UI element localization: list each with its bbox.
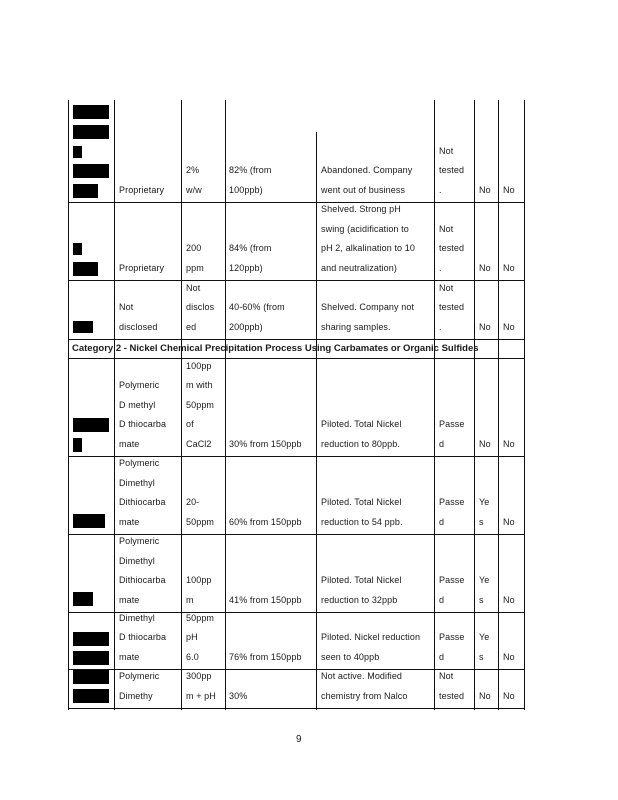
table-cell-text: Polymeric: [119, 380, 160, 391]
table-vertical-rule: [225, 100, 226, 710]
table-cell-text: s: [479, 594, 484, 605]
redaction-block: [73, 632, 109, 646]
table-cell-text: d: [439, 651, 445, 662]
table-cell-text: Piloted. Nickel reduction: [321, 632, 421, 643]
category-heading: Category 2 - Nickel Chemical Precipitation Process Using Carbamates or Organic Sulfides: [72, 343, 479, 354]
table-cell-text: pH: [186, 632, 198, 643]
redaction-block: [73, 689, 109, 703]
table-cell-text: Abandoned. Company: [321, 165, 413, 176]
table-cell-text: Not: [119, 302, 134, 313]
table-cell-text: 76% from 150ppb: [229, 651, 302, 662]
table-cell-text: of: [186, 419, 194, 430]
table-cell-text: .: [439, 262, 442, 273]
table-cell-text: disclos: [186, 302, 215, 313]
table-cell-text: 120ppb): [229, 262, 263, 273]
table-vertical-rule: [524, 100, 525, 710]
table-cell-text: 100ppb): [229, 184, 263, 195]
redaction-block: [73, 592, 93, 606]
table-cell-text: sharing samples.: [321, 321, 391, 332]
table-cell-text: No: [503, 184, 515, 195]
table-vertical-rule: [114, 100, 115, 710]
table-cell-text: 200ppb): [229, 321, 263, 332]
table-cell-text: Not: [439, 671, 454, 682]
table-cell-text: tested: [439, 165, 465, 176]
table-cell-text: and neutralization): [321, 262, 397, 273]
table-cell-text: No: [503, 651, 515, 662]
table-cell-text: Dithiocarba: [119, 497, 166, 508]
table-horizontal-rule: [68, 358, 525, 359]
table-cell-text: Not: [439, 282, 454, 293]
table-vertical-rule: [498, 100, 499, 710]
table-cell-text: 84% (from: [229, 243, 272, 254]
table-cell-text: d: [439, 594, 445, 605]
table-cell-text: Polymeric: [119, 536, 160, 547]
table-cell-text: 50ppm: [186, 399, 215, 410]
redaction-block: [73, 651, 109, 665]
table-cell-text: 50ppm: [186, 516, 215, 527]
table-cell-text: Passe: [439, 632, 465, 643]
table-cell-text: disclosed: [119, 321, 158, 332]
table-cell-text: mate: [119, 594, 140, 605]
table-cell-text: Ye: [479, 497, 490, 508]
table-cell-text: No: [503, 516, 515, 527]
table-cell-text: ppm: [186, 262, 204, 273]
table-horizontal-rule: [68, 708, 525, 709]
table-cell-text: No: [479, 321, 491, 332]
table-cell-text: D methyl: [119, 399, 156, 410]
redaction-block: [73, 105, 109, 119]
table-cell-text: Shelved. Company not: [321, 302, 415, 313]
table-cell-text: tested: [439, 302, 465, 313]
table-cell-text: No: [503, 262, 515, 273]
table-cell-text: 100pp: [186, 361, 212, 371]
table-cell-text: Not: [439, 223, 454, 234]
table-cell-text: chemistry from Nalco: [321, 690, 408, 701]
table-cell-text: pH 2, alkalination to 10: [321, 243, 415, 254]
redaction-block: [73, 243, 82, 255]
redaction-block: [73, 438, 82, 452]
redaction-block: [73, 164, 109, 178]
table-cell-text: 6.0: [186, 651, 199, 662]
table-cell-text: mate: [119, 438, 140, 449]
table-vertical-rule: [181, 100, 182, 710]
table-cell-text: tested: [439, 243, 465, 254]
table-cell-text: d: [439, 516, 445, 527]
table-cell-text: Ye: [479, 575, 490, 586]
table-cell-text: No: [503, 594, 515, 605]
table-cell-text: m: [186, 594, 194, 605]
table-cell-text: reduction to 32ppb: [321, 594, 398, 605]
table-cell-text: 30% from 150ppb: [229, 438, 302, 449]
table-cell-text: No: [503, 438, 515, 449]
table-cell-text: Piloted. Total Nickel: [321, 575, 402, 586]
table-cell-text: Dithiocarba: [119, 575, 166, 586]
table-cell-text: Polymeric: [119, 458, 160, 469]
table-cell-text: 60% from 150ppb: [229, 516, 302, 527]
table-cell-text: Ye: [479, 632, 490, 643]
table-cell-text: 41% from 150ppb: [229, 594, 302, 605]
table-cell-text: Dimethy: [119, 690, 153, 701]
table-cell-text: Proprietary: [119, 262, 165, 273]
table-cell-text: ed: [186, 321, 197, 332]
table-cell-text: No: [503, 321, 515, 332]
table-cell-text: 40-60% (from: [229, 302, 285, 313]
table-cell-text: Passe: [439, 419, 465, 430]
table-cell-text: mate: [119, 516, 140, 527]
table-horizontal-rule: [68, 280, 525, 281]
table-cell-text: Piloted. Total Nickel: [321, 419, 402, 430]
table-cell-text: No: [479, 438, 491, 449]
table-cell-text: swing (acidification to: [321, 223, 409, 234]
table-cell-text: m with: [186, 380, 213, 391]
table-cell-text: 20-: [186, 497, 200, 508]
table-cell-text: Polymeric: [119, 671, 160, 682]
redaction-block: [73, 514, 105, 528]
redaction-block: [73, 321, 93, 333]
table-cell-text: No: [479, 690, 491, 701]
redaction-block: [73, 125, 109, 139]
table-cell-text: w/w: [186, 184, 202, 195]
table-vertical-rule: [474, 100, 475, 710]
table-cell-text: No: [479, 184, 491, 195]
table-cell-text: Dimethyl: [119, 477, 155, 488]
table-cell-text: 100pp: [186, 575, 212, 586]
table-cell-text: 82% (from: [229, 165, 272, 176]
table-cell-text: d: [439, 438, 445, 449]
table-cell-text: .: [439, 184, 442, 195]
table-cell-text: 300pp: [186, 671, 212, 682]
redaction-block: [73, 670, 109, 684]
table-cell-text: reduction to 80ppb.: [321, 438, 400, 449]
redaction-block: [73, 184, 98, 198]
table-cell-text: Not: [439, 145, 454, 156]
table-cell-text: tested: [439, 690, 465, 701]
table-cell-text: reduction to 54 ppb.: [321, 516, 403, 527]
redaction-block: [73, 418, 109, 432]
table-horizontal-rule: [68, 339, 525, 340]
table-cell-text: No: [503, 690, 515, 701]
table-cell-text: Shelved. Strong pH: [321, 204, 401, 215]
table-cell-text: D thiocarba: [119, 632, 167, 643]
table-vertical-rule: [316, 132, 317, 710]
table-cell-text: s: [479, 651, 484, 662]
table-cell-text: 50ppm: [186, 612, 215, 623]
table-vertical-rule: [68, 100, 69, 710]
table-cell-text: .: [439, 321, 442, 332]
table-cell-text: Passe: [439, 497, 465, 508]
table-horizontal-rule: [68, 202, 525, 203]
table-cell-text: Proprietary: [119, 184, 165, 195]
redaction-block: [73, 146, 82, 158]
table-cell-text: Not active. Modified: [321, 671, 403, 682]
table-cell-text: D thiocarba: [119, 419, 167, 430]
table-cell-text: Not: [186, 282, 201, 293]
table-cell-text: 2%: [186, 165, 200, 176]
table-cell-text: Dimethyl: [119, 555, 155, 566]
page-number: 9: [296, 734, 302, 745]
table-cell-text: mate: [119, 651, 140, 662]
table-cell-text: Piloted. Total Nickel: [321, 497, 402, 508]
table-cell-text: 30%: [229, 690, 248, 701]
table-cell-text: CaCl2: [186, 438, 212, 449]
table-cell-text: went out of business: [321, 184, 406, 195]
table-cell-text: s: [479, 516, 484, 527]
table-vertical-rule: [434, 100, 435, 710]
table-cell-text: seen to 40ppb: [321, 651, 380, 662]
redaction-block: [73, 262, 98, 276]
table-cell-text: No: [479, 262, 491, 273]
table-cell-text: Passe: [439, 575, 465, 586]
table-cell-text: m + pH: [186, 690, 216, 701]
table-cell-text: 200: [186, 243, 202, 254]
table-cell-text: Dimethyl: [119, 612, 155, 623]
